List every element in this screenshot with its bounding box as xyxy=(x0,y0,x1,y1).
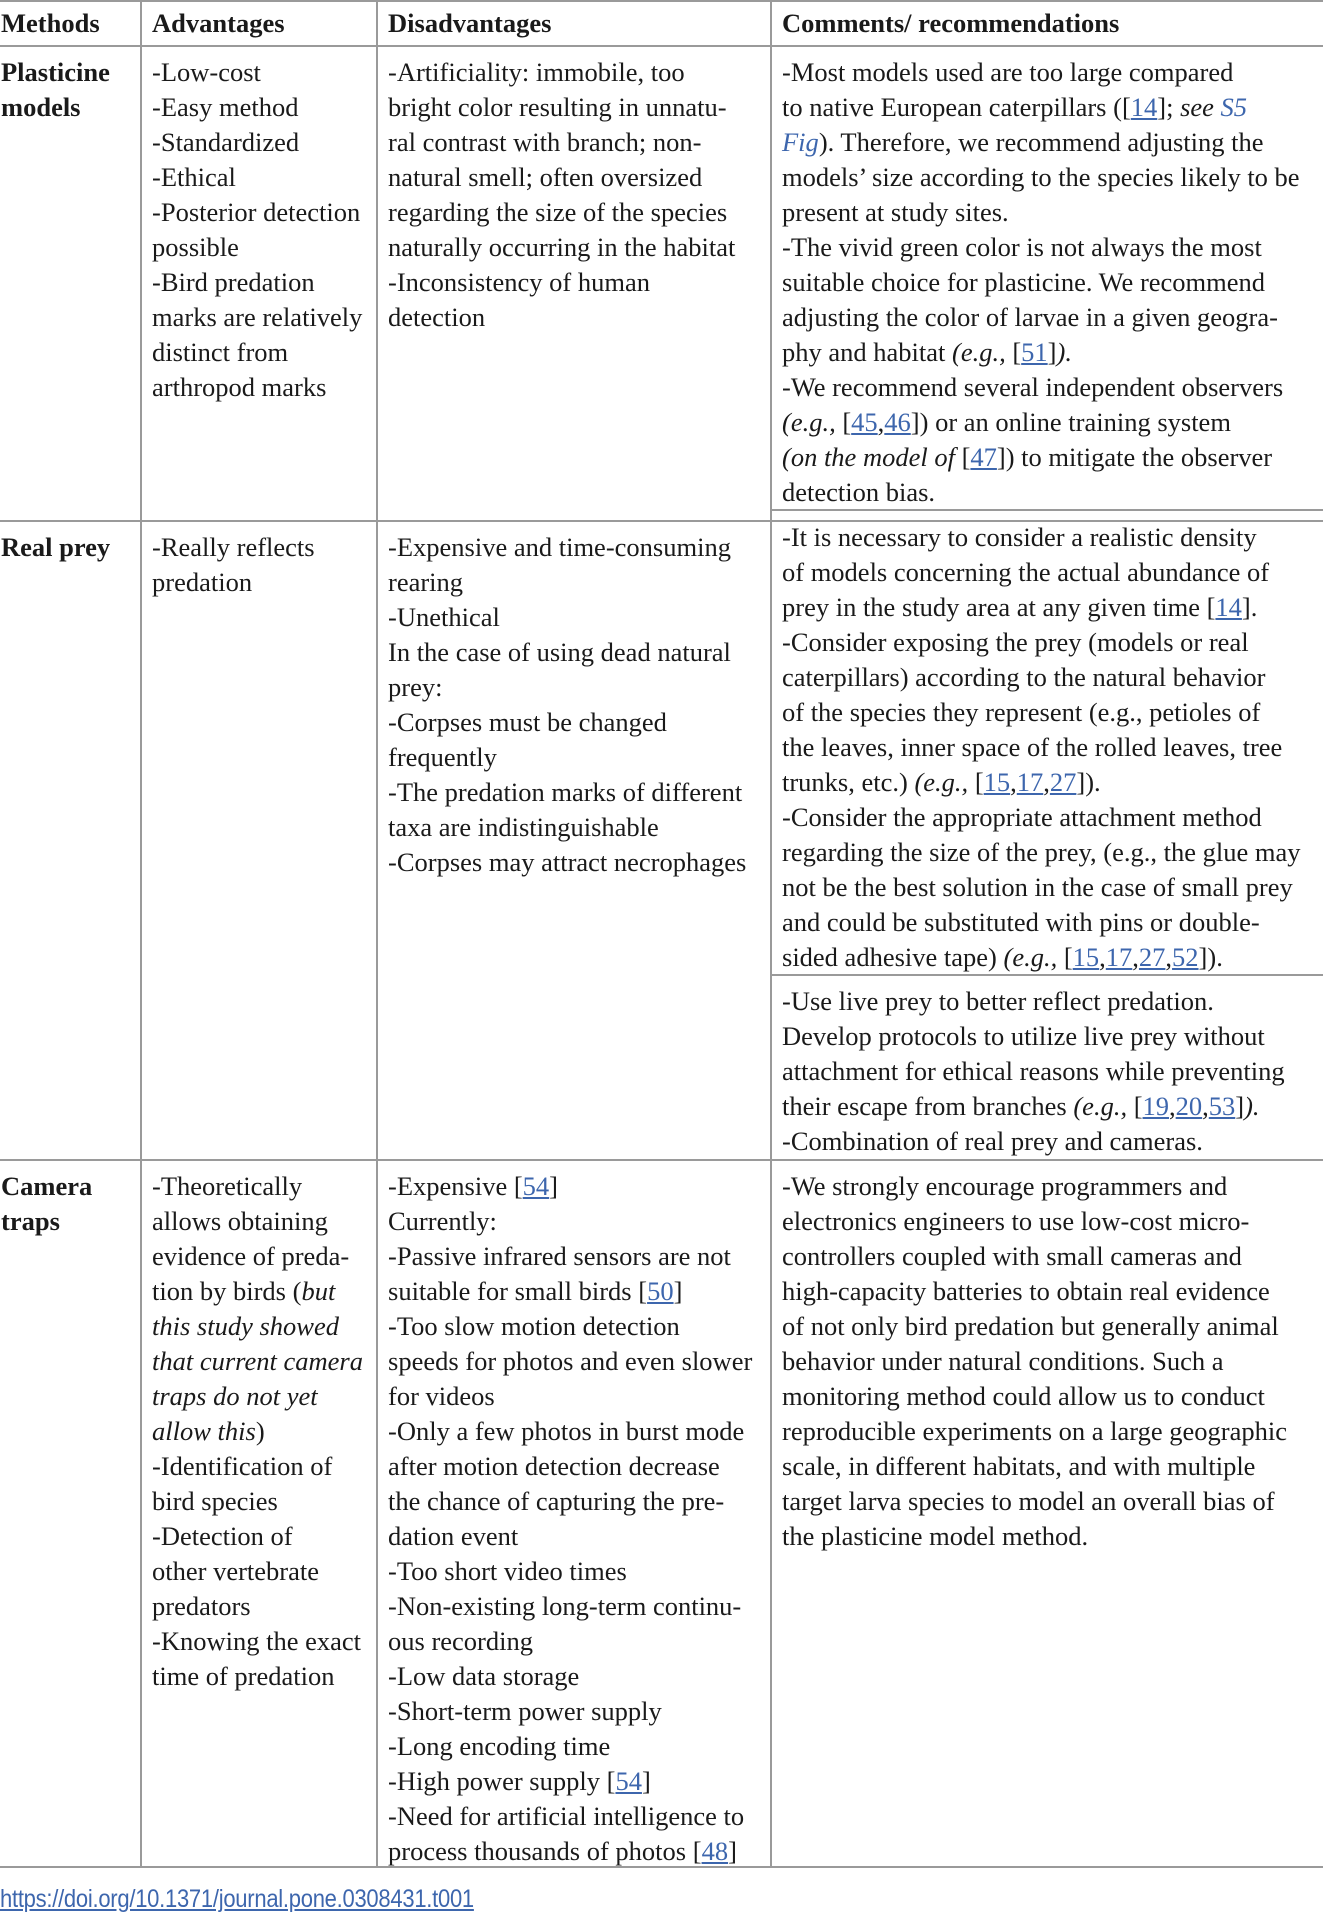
reference-link[interactable]: 51 xyxy=(1021,337,1048,367)
cell-line xyxy=(152,1659,363,1694)
text-segment: -Short-term power supply xyxy=(388,1696,662,1726)
italic-text: (e.g., xyxy=(952,337,1013,367)
text-segment: ] xyxy=(641,1766,651,1796)
text-segment: not be the best solution in the case of small prey xyxy=(782,872,1293,902)
cell-line: ral contrast with branch; non- xyxy=(388,127,702,157)
cell-line xyxy=(388,1764,752,1799)
header-bottom-border xyxy=(0,45,1323,47)
text-segment: -The vivid green color is not always the most xyxy=(782,232,1262,262)
text-segment: to native European caterpillars ( xyxy=(782,92,1122,122)
cell-line: natural smell; often oversized xyxy=(388,162,703,192)
cell-line xyxy=(388,1414,752,1449)
cell-line xyxy=(388,1659,752,1694)
method-line: Real prey xyxy=(1,532,111,562)
supplementary-figure-link[interactable]: S5 xyxy=(1220,92,1248,122)
cell-line: -Inconsistency of human xyxy=(388,267,650,297)
reference-link[interactable]: 53 xyxy=(1208,1091,1236,1121)
cell-line xyxy=(782,230,1300,265)
cell-line: -Easy method xyxy=(152,92,299,122)
text-segment: behavior under natural conditions. Such a xyxy=(782,1346,1224,1376)
method-line: Camera xyxy=(1,1171,93,1201)
text-segment: -Most models used are too large compared xyxy=(782,57,1234,87)
cell-line: possible xyxy=(152,232,239,262)
cell-line xyxy=(388,1554,752,1589)
cell-line xyxy=(782,1519,1287,1554)
cell-line xyxy=(152,1554,363,1589)
row-camera-disadvantages xyxy=(388,1169,752,1869)
text-segment: for videos xyxy=(388,1381,495,1411)
italic-text: see xyxy=(1180,92,1221,122)
row-realprey-method xyxy=(1,530,110,565)
col-divider-2 xyxy=(376,0,378,1868)
text-segment: -High power supply [ xyxy=(388,1766,616,1796)
text-segment: reproducible experiments on a large geographic xyxy=(782,1416,1288,1446)
cell-line xyxy=(782,90,1300,125)
cell-line: regarding the size of the species xyxy=(388,197,728,227)
text-segment: scale, in different habitats, and with multiple xyxy=(782,1451,1256,1481)
cell-line xyxy=(152,1239,363,1274)
italic-text: ). xyxy=(1056,337,1072,367)
cell-line: rearing xyxy=(388,567,464,597)
cell-line: In the case of using dead natural xyxy=(388,637,731,667)
cell-line xyxy=(782,265,1300,300)
italic-text: ). xyxy=(1244,1091,1260,1121)
cell-line xyxy=(782,1054,1285,1089)
table-top-border xyxy=(0,0,1323,2)
row-plasticine-advantages xyxy=(152,55,362,405)
reference-link[interactable]: 20 xyxy=(1175,1091,1203,1121)
reference-link[interactable]: 27 xyxy=(1138,942,1166,972)
cell-line xyxy=(782,1309,1287,1344)
cell-line xyxy=(388,1169,752,1204)
text-segment: , xyxy=(1099,942,1106,972)
italic-text: (e.g., xyxy=(914,767,975,797)
reference-link[interactable]: 54 xyxy=(522,1171,550,1201)
cell-line xyxy=(782,520,1301,555)
text-segment: ]) or an online training system xyxy=(910,407,1231,437)
text-segment: ]) to mitigate the observer xyxy=(996,442,1273,472)
cell-line xyxy=(782,1089,1285,1124)
cell-line xyxy=(782,1484,1287,1519)
text-segment: -Theoretically xyxy=(152,1171,303,1201)
reference-link[interactable]: 47 xyxy=(970,442,997,472)
cell-line xyxy=(782,695,1301,730)
row-camera-comments xyxy=(782,1169,1287,1554)
cell-line xyxy=(388,1379,752,1414)
cell-line xyxy=(782,590,1301,625)
italic-text: allow this xyxy=(152,1416,256,1446)
cell-line xyxy=(152,1309,363,1344)
text-segment: other vertebrate xyxy=(152,1556,319,1586)
cell-line xyxy=(782,195,1300,230)
cell-line: marks are relatively xyxy=(152,302,363,332)
text-segment: phy and habitat xyxy=(782,337,952,367)
text-segment: -We recommend several independent observers xyxy=(782,372,1284,402)
cell-line: -The predation marks of different xyxy=(388,777,743,807)
reference-link[interactable]: 14 xyxy=(1215,592,1242,622)
text-segment: -Use live prey to better reflect predation. xyxy=(782,986,1214,1016)
text-segment: , xyxy=(1132,942,1139,972)
header-comments: Comments/ recommendations xyxy=(782,8,1120,38)
method-line: Plasticine xyxy=(1,57,110,87)
text-segment: prey in the study area at any given time [ xyxy=(782,592,1216,622)
cell-line xyxy=(388,1589,752,1624)
text-segment: , xyxy=(877,407,885,437)
italic-text: this study showed xyxy=(152,1311,339,1341)
text-segment: -It is necessary to consider a realistic density xyxy=(782,522,1257,552)
text-segment: of models concerning the actual abundance of xyxy=(782,557,1270,587)
cell-line xyxy=(152,1274,363,1309)
text-segment: predators xyxy=(152,1591,251,1621)
cell-line xyxy=(782,1414,1287,1449)
text-segment: [ xyxy=(1133,1091,1143,1121)
text-segment: present at study sites. xyxy=(782,197,1009,227)
reference-link[interactable]: 17 xyxy=(1105,942,1133,972)
text-segment: [ xyxy=(1012,337,1022,367)
text-segment: [ xyxy=(842,407,852,437)
row2-bottom-border xyxy=(0,1159,1323,1161)
text-segment: -Low data storage xyxy=(388,1661,580,1691)
reference-link[interactable]: 27 xyxy=(1049,767,1077,797)
cell-line: -Posterior detection xyxy=(152,197,361,227)
text-segment: ] xyxy=(673,1276,683,1306)
cell-line xyxy=(782,1124,1285,1159)
cell-line xyxy=(782,440,1300,475)
cell-line: taxa are indistinguishable xyxy=(388,812,659,842)
cell-line xyxy=(152,1379,363,1414)
cell-line xyxy=(152,1169,363,1204)
cell-line xyxy=(782,555,1301,590)
text-segment: adjusting the color of larvae in a given geogra- xyxy=(782,302,1278,332)
text-segment: ] xyxy=(1047,337,1057,367)
cell-line xyxy=(782,1344,1287,1379)
text-segment: ]). xyxy=(1198,942,1223,972)
text-segment: -Passive infrared sensors are not xyxy=(388,1241,731,1271)
supplementary-figure-link[interactable]: Fig xyxy=(782,127,819,157)
text-segment: , xyxy=(1202,1091,1209,1121)
col-divider-1 xyxy=(140,0,142,1868)
text-segment: dation event xyxy=(388,1521,519,1551)
text-segment: Currently: xyxy=(388,1206,497,1236)
text-segment: ] xyxy=(1235,1091,1245,1121)
cell-line xyxy=(152,1414,363,1449)
text-segment: [ xyxy=(1121,92,1131,122)
text-segment: process thousands of photos [ xyxy=(388,1836,702,1866)
cell-line xyxy=(782,765,1301,800)
cell-line xyxy=(388,1204,752,1239)
text-segment: ]. xyxy=(1241,592,1258,622)
text-segment: , xyxy=(1043,767,1050,797)
text-segment: detection bias. xyxy=(782,477,936,507)
reference-link[interactable]: 48 xyxy=(701,1836,729,1866)
reference-link[interactable]: 14 xyxy=(1130,92,1158,122)
cell-line xyxy=(782,125,1300,160)
cell-line xyxy=(782,835,1301,870)
cell-line xyxy=(388,1729,752,1764)
cell-line: prey: xyxy=(388,672,443,702)
row-plasticine-method xyxy=(1,55,110,125)
reference-link[interactable]: 17 xyxy=(1016,767,1044,797)
cell-line xyxy=(782,1379,1287,1414)
text-segment: -Identification of xyxy=(152,1451,333,1481)
cell-line xyxy=(782,1169,1287,1204)
cell-line xyxy=(782,370,1300,405)
cell-line xyxy=(152,1204,363,1239)
cell-line xyxy=(782,660,1301,695)
text-segment: -Non-existing long-term continu- xyxy=(388,1591,742,1621)
text-segment: monitoring method could allow us to conduct xyxy=(782,1381,1265,1411)
text-segment: electronics engineers to use low-cost micro- xyxy=(782,1206,1250,1236)
text-segment: [ xyxy=(961,442,971,472)
text-segment: of the species they represent (e.g., petioles of xyxy=(782,697,1261,727)
text-segment: their escape from branches xyxy=(782,1091,1074,1121)
text-segment: target larva species to model an overall bias of xyxy=(782,1486,1275,1516)
cell-line xyxy=(782,905,1301,940)
cell-line xyxy=(152,1449,363,1484)
row1-bottom-border-left xyxy=(0,520,771,522)
text-segment: ous recording xyxy=(388,1626,533,1656)
header-disadvantages: Disadvantages xyxy=(388,8,552,38)
cell-line xyxy=(782,1204,1287,1239)
cell-line: -Expensive and time-consuming xyxy=(388,532,731,562)
cell-line xyxy=(782,984,1285,1019)
cell-line xyxy=(782,335,1300,370)
text-segment: models’ size according to the species likely to be xyxy=(782,162,1300,192)
text-segment: regarding the size of the prey, (e.g., the glue may xyxy=(782,837,1301,867)
reference-link[interactable]: 15 xyxy=(983,767,1011,797)
text-segment: suitable choice for plasticine. We recommend xyxy=(782,267,1266,297)
text-segment: the chance of capturing the pre- xyxy=(388,1486,725,1516)
text-segment: bird species xyxy=(152,1486,278,1516)
cell-line: -Bird predation xyxy=(152,267,315,297)
cell-line xyxy=(782,940,1301,975)
reference-link[interactable]: 52 xyxy=(1172,942,1199,972)
text-segment: -We strongly encourage programmers and xyxy=(782,1171,1228,1201)
doi-link[interactable]: https://doi.org/10.1371/journal.pone.0308431.t001 xyxy=(0,1885,474,1913)
cell-line xyxy=(782,55,1300,90)
italic-text: (on the model of xyxy=(782,442,962,472)
cell-line xyxy=(782,405,1300,440)
row-realprey-advantages xyxy=(152,530,315,600)
text-segment: -Need for artificial intelligence to xyxy=(388,1801,745,1831)
method-line: traps xyxy=(1,1206,60,1236)
text-segment: -Detection of xyxy=(152,1521,293,1551)
cell-line xyxy=(388,1519,752,1554)
cell-line xyxy=(388,1484,752,1519)
reference-link[interactable]: 50 xyxy=(647,1276,674,1306)
text-segment: [ xyxy=(974,767,984,797)
cell-line: -Low-cost xyxy=(152,57,261,87)
cell-line xyxy=(388,1624,752,1659)
row-plasticine-comments xyxy=(782,55,1300,510)
cell-line xyxy=(782,1239,1287,1274)
text-segment: of not only bird predation but generally animal xyxy=(782,1311,1279,1341)
cell-line: frequently xyxy=(388,742,497,772)
cell-line xyxy=(782,475,1300,510)
reference-link[interactable]: 54 xyxy=(615,1766,642,1796)
cell-line xyxy=(782,160,1300,195)
cell-line xyxy=(388,1274,752,1309)
text-segment: , xyxy=(1169,1091,1176,1121)
text-segment: tion by birds ( xyxy=(152,1276,302,1306)
text-segment: after motion detection decrease xyxy=(388,1451,720,1481)
cell-line: arthropod marks xyxy=(152,372,327,402)
row-realprey-comments-2 xyxy=(782,984,1285,1159)
text-segment: -Too slow motion detection xyxy=(388,1311,680,1341)
cell-line: -Corpses must be changed xyxy=(388,707,667,737)
text-segment: [ xyxy=(1063,942,1073,972)
text-segment: the plasticine model method. xyxy=(782,1521,1089,1551)
cell-line: bright color resulting in unnatu- xyxy=(388,92,727,122)
cell-line xyxy=(388,1344,752,1379)
italic-text: that current camera xyxy=(152,1346,363,1376)
text-segment: allows obtaining xyxy=(152,1206,328,1236)
cell-line xyxy=(782,1449,1287,1484)
cell-line: -Standardized xyxy=(152,127,300,157)
row-camera-method xyxy=(1,1169,92,1239)
cell-line xyxy=(152,1589,363,1624)
italic-text: traps do not yet xyxy=(152,1381,318,1411)
reference-link[interactable]: 19 xyxy=(1142,1091,1170,1121)
text-segment: controllers coupled with small cameras and xyxy=(782,1241,1242,1271)
text-segment: Develop protocols to utilize live prey without xyxy=(782,1021,1265,1051)
text-segment: caterpillars) according to the natural behavior xyxy=(782,662,1266,692)
row-realprey-comments-1 xyxy=(782,520,1301,975)
cell-line xyxy=(388,1449,752,1484)
reference-link[interactable]: 15 xyxy=(1072,942,1100,972)
text-segment: -Expensive [ xyxy=(388,1171,523,1201)
cell-line xyxy=(782,625,1301,660)
cell-line xyxy=(782,300,1300,335)
cell-line xyxy=(782,1019,1285,1054)
cell-line xyxy=(152,1519,363,1554)
row-realprey-disadvantages xyxy=(388,530,746,880)
text-segment: trunks, etc.) xyxy=(782,767,915,797)
cell-line xyxy=(388,1239,752,1274)
cell-line xyxy=(388,1834,752,1869)
text-segment: the leaves, inner space of the rolled leaves, tree xyxy=(782,732,1283,762)
row-plasticine-disadvantages xyxy=(388,55,735,335)
cell-line: -Unethical xyxy=(388,602,500,632)
text-segment: ). Therefore, we recommend adjusting the xyxy=(818,127,1264,157)
text-segment: speeds for photos and even slower xyxy=(388,1346,753,1376)
italic-text: (e.g., xyxy=(782,407,843,437)
text-segment: , xyxy=(1010,767,1017,797)
text-segment: attachment for ethical reasons while preventing xyxy=(782,1056,1285,1086)
text-segment: ]). xyxy=(1076,767,1101,797)
italic-text: (e.g., xyxy=(1073,1091,1134,1121)
cell-line xyxy=(782,800,1301,835)
cell-line: naturally occurring in the habitat xyxy=(388,232,736,262)
text-segment: ]; xyxy=(1157,92,1181,122)
text-segment: -Consider exposing the prey (models or real xyxy=(782,627,1249,657)
text-segment: high-capacity batteries to obtain real evidence xyxy=(782,1276,1270,1306)
cell-line: predation xyxy=(152,567,253,597)
text-segment: sided adhesive tape) xyxy=(782,942,1004,972)
cell-line xyxy=(388,1799,752,1834)
italic-text: (e.g., xyxy=(1003,942,1064,972)
reference-link[interactable]: 46 xyxy=(884,407,911,437)
text-segment: ) xyxy=(255,1416,265,1446)
text-segment: and could be substituted with pins or double- xyxy=(782,907,1260,937)
text-segment: , xyxy=(1165,942,1173,972)
cell-line xyxy=(782,870,1301,905)
cell-line: -Ethical xyxy=(152,162,236,192)
cell-line xyxy=(388,1309,752,1344)
cell-line: -Corpses may attract necrophages xyxy=(388,847,747,877)
cell-line xyxy=(388,1694,752,1729)
cell-line xyxy=(152,1344,363,1379)
text-segment: -Only a few photos in burst mode xyxy=(388,1416,745,1446)
row-camera-advantages xyxy=(152,1169,363,1694)
italic-text: but xyxy=(301,1276,336,1306)
cell-line xyxy=(152,1484,363,1519)
text-segment: evidence of preda- xyxy=(152,1241,350,1271)
text-segment: ] xyxy=(728,1836,737,1866)
method-line: models xyxy=(1,92,81,122)
cell-line xyxy=(152,1624,363,1659)
text-segment: suitable for small birds [ xyxy=(388,1276,648,1306)
text-segment: -Combination of real prey and cameras. xyxy=(782,1126,1203,1156)
text-segment: time of predation xyxy=(152,1661,335,1691)
col-divider-3 xyxy=(770,0,772,1868)
cell-line xyxy=(782,730,1301,765)
header-methods: Methods xyxy=(1,8,100,38)
text-segment: -Consider the appropriate attachment method xyxy=(782,802,1262,832)
reference-link[interactable]: 45 xyxy=(851,407,878,437)
cell-line: detection xyxy=(388,302,486,332)
text-segment: -Too short video times xyxy=(388,1556,627,1586)
text-segment: -Long encoding time xyxy=(388,1731,611,1761)
cell-line: -Artificiality: immobile, too xyxy=(388,57,685,87)
text-segment: -Knowing the exact xyxy=(152,1626,361,1656)
cell-line: distinct from xyxy=(152,337,289,367)
header-advantages: Advantages xyxy=(152,8,285,38)
cell-line: -Really reflects xyxy=(152,532,315,562)
text-segment: ] xyxy=(549,1171,558,1201)
cell-line xyxy=(782,1274,1287,1309)
